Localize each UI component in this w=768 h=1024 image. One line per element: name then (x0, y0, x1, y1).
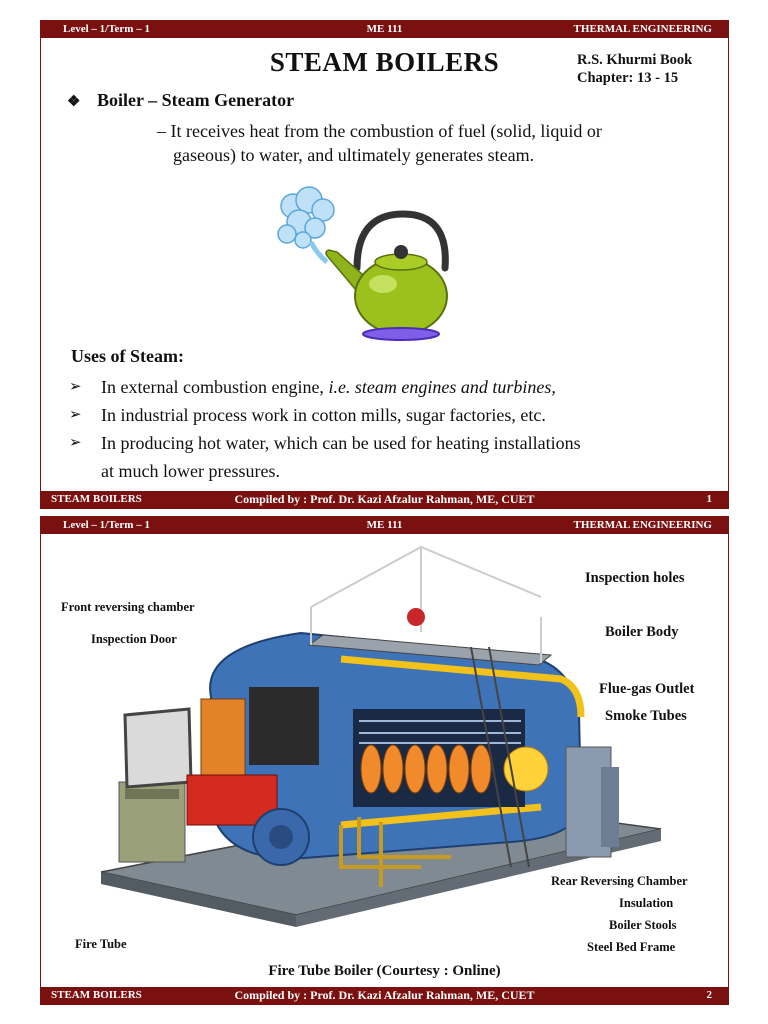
header-subject: THERMAL ENGINEERING (573, 519, 712, 531)
use-text-italic: i.e. steam engines and turbines, (328, 377, 556, 397)
boiler-heading (67, 90, 294, 111)
label-insulation: Insulation (619, 896, 674, 910)
uses-heading: Uses of Steam: (71, 346, 184, 366)
footer-topic: STEAM BOILERS (51, 989, 142, 1001)
header-course: ME 111 (366, 23, 403, 35)
slide-header (41, 517, 728, 534)
slide-footer (41, 987, 728, 1004)
label-smoke-tubes: Smoke Tubes (605, 708, 687, 724)
reference-chapter: Chapter: 13 - 15 (577, 70, 679, 86)
arrow-bullet-icon: ➢ (69, 407, 82, 423)
list-item (69, 373, 709, 401)
page-number: 2 (706, 989, 712, 1001)
label-boiler-stools: Boiler Stools (609, 918, 677, 932)
label-inspection-holes: Inspection holes (585, 570, 685, 586)
header-subject: THERMAL ENGINEERING (573, 23, 712, 35)
steam-cloud-icon (278, 187, 334, 262)
footer-author: Compiled by : Prof. Dr. Kazi Afzalur Rahman, ME, CUET (234, 492, 535, 506)
label-steel-bed-frame: Steel Bed Frame (587, 940, 676, 954)
page-number: 1 (706, 493, 712, 505)
slide-2 (40, 516, 729, 1005)
header-level: Level – 1/Term – 1 (63, 23, 150, 35)
footer-topic: STEAM BOILERS (51, 493, 142, 505)
description-line-1: – It receives heat from the combustion of fuel (solid, liquid or (157, 121, 602, 141)
label-inspection-door: Inspection Door (91, 632, 177, 646)
use-text: In producing hot water, which can be used for heating installations (101, 433, 581, 453)
slide-header (41, 21, 728, 38)
figure-caption: Fire Tube Boiler (Courtesy : Online) (268, 963, 501, 979)
header-level: Level – 1/Term – 1 (63, 519, 150, 531)
slide-footer (41, 491, 728, 508)
boiler-description (157, 119, 697, 167)
use-text: In external combustion engine, (101, 377, 329, 397)
list-item (69, 401, 709, 429)
boiler-heading-text: Boiler – Steam Generator (97, 90, 295, 110)
diamond-bullet-icon: ❖ (67, 94, 81, 110)
label-fire-tube: Fire Tube (75, 937, 127, 951)
arrow-bullet-icon: ➢ (69, 379, 82, 395)
reference-book: R.S. Khurmi Book (577, 52, 693, 68)
list-item (69, 429, 709, 485)
book-reference (577, 51, 692, 87)
slide-1 (40, 20, 729, 509)
label-boiler-body: Boiler Body (605, 624, 679, 640)
kettle-illustration (271, 184, 451, 344)
arrow-bullet-icon: ➢ (69, 435, 82, 451)
uses-list (69, 373, 709, 485)
use-text-continued: at much lower pressures. (101, 461, 280, 481)
header-course: ME 111 (366, 519, 403, 531)
label-rear-reversing-chamber: Rear Reversing Chamber (551, 874, 688, 888)
use-text: In industrial process work in cotton mills, sugar factories, etc. (101, 405, 546, 425)
footer-author: Compiled by : Prof. Dr. Kazi Afzalur Rahman, ME, CUET (234, 988, 535, 1002)
label-front-reversing-chamber: Front reversing chamber (61, 600, 195, 614)
description-line-2: gaseous) to water, and ultimately generates steam. (173, 145, 535, 165)
slide-title: STEAM BOILERS (269, 47, 500, 77)
label-flue-gas-outlet: Flue-gas Outlet (599, 681, 695, 697)
